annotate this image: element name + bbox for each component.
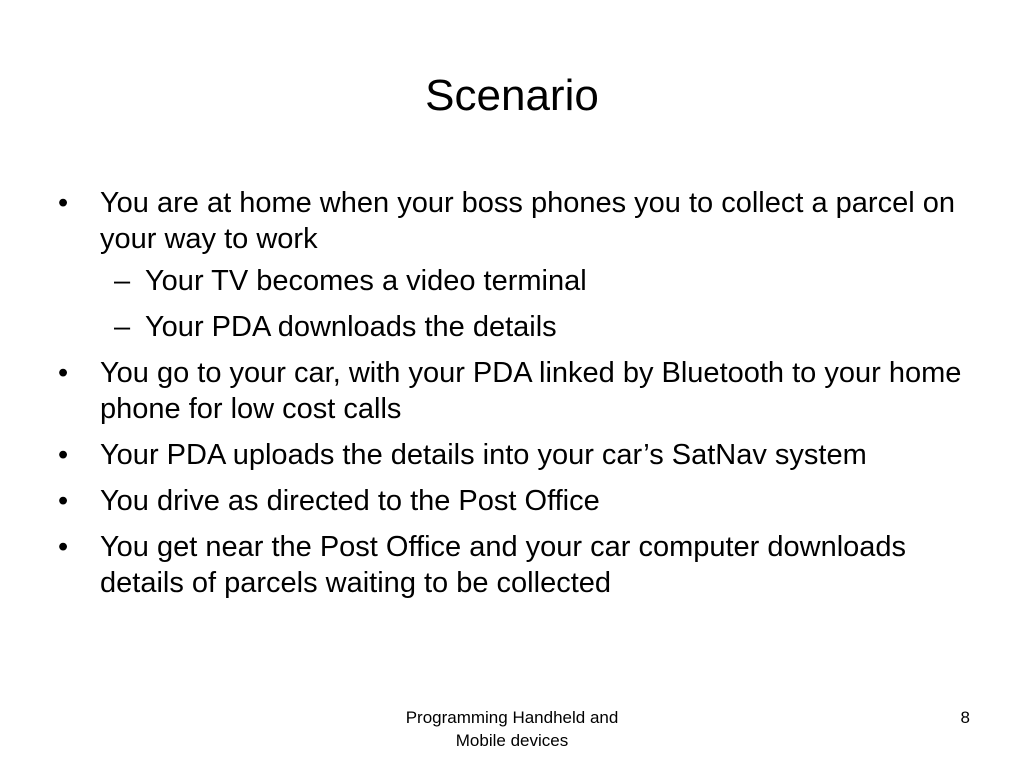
bullet-text: You get near the Post Office and your car computer downloads details of parcels waiting to be collected: [100, 531, 907, 599]
bullet-text: Your PDA uploads the details into your car’s SatNav system: [100, 439, 867, 471]
footer-line-1: Programming Handheld and: [405, 708, 619, 727]
bullet-item: [58, 483, 978, 519]
bullet-icon: •: [58, 531, 69, 563]
bullet-list: [58, 185, 978, 611]
bullet-item: [58, 355, 978, 427]
bullet-icon: •: [58, 187, 69, 219]
sub-bullet-item: [100, 309, 978, 345]
bullet-icon: •: [58, 439, 69, 471]
dash-icon: –: [114, 311, 131, 343]
bullet-item: [58, 529, 978, 601]
bullet-item: [58, 185, 978, 345]
footer-line-2: Mobile devices: [455, 731, 569, 750]
slide-title: Scenario: [425, 71, 599, 120]
bullet-text: You go to your car, with your PDA linked by Bluetooth to your home phone for low cost calls: [100, 357, 962, 425]
bullet-text: You drive as directed to the Post Office: [100, 485, 600, 517]
page-number: 8: [960, 708, 970, 727]
footer-course-title: [352, 706, 672, 752]
bullet-icon: •: [58, 485, 69, 517]
sub-bullet-text: Your TV becomes a video terminal: [145, 265, 587, 297]
sub-bullet-text: Your PDA downloads the details: [145, 311, 557, 343]
bullet-item: [58, 437, 978, 473]
bullet-icon: •: [58, 357, 69, 389]
bullet-text: You are at home when your boss phones you to collect a parcel on your way to work: [100, 187, 955, 255]
sub-bullet-item: [100, 263, 978, 299]
dash-icon: –: [114, 265, 131, 297]
sub-bullet-list: [100, 263, 978, 345]
